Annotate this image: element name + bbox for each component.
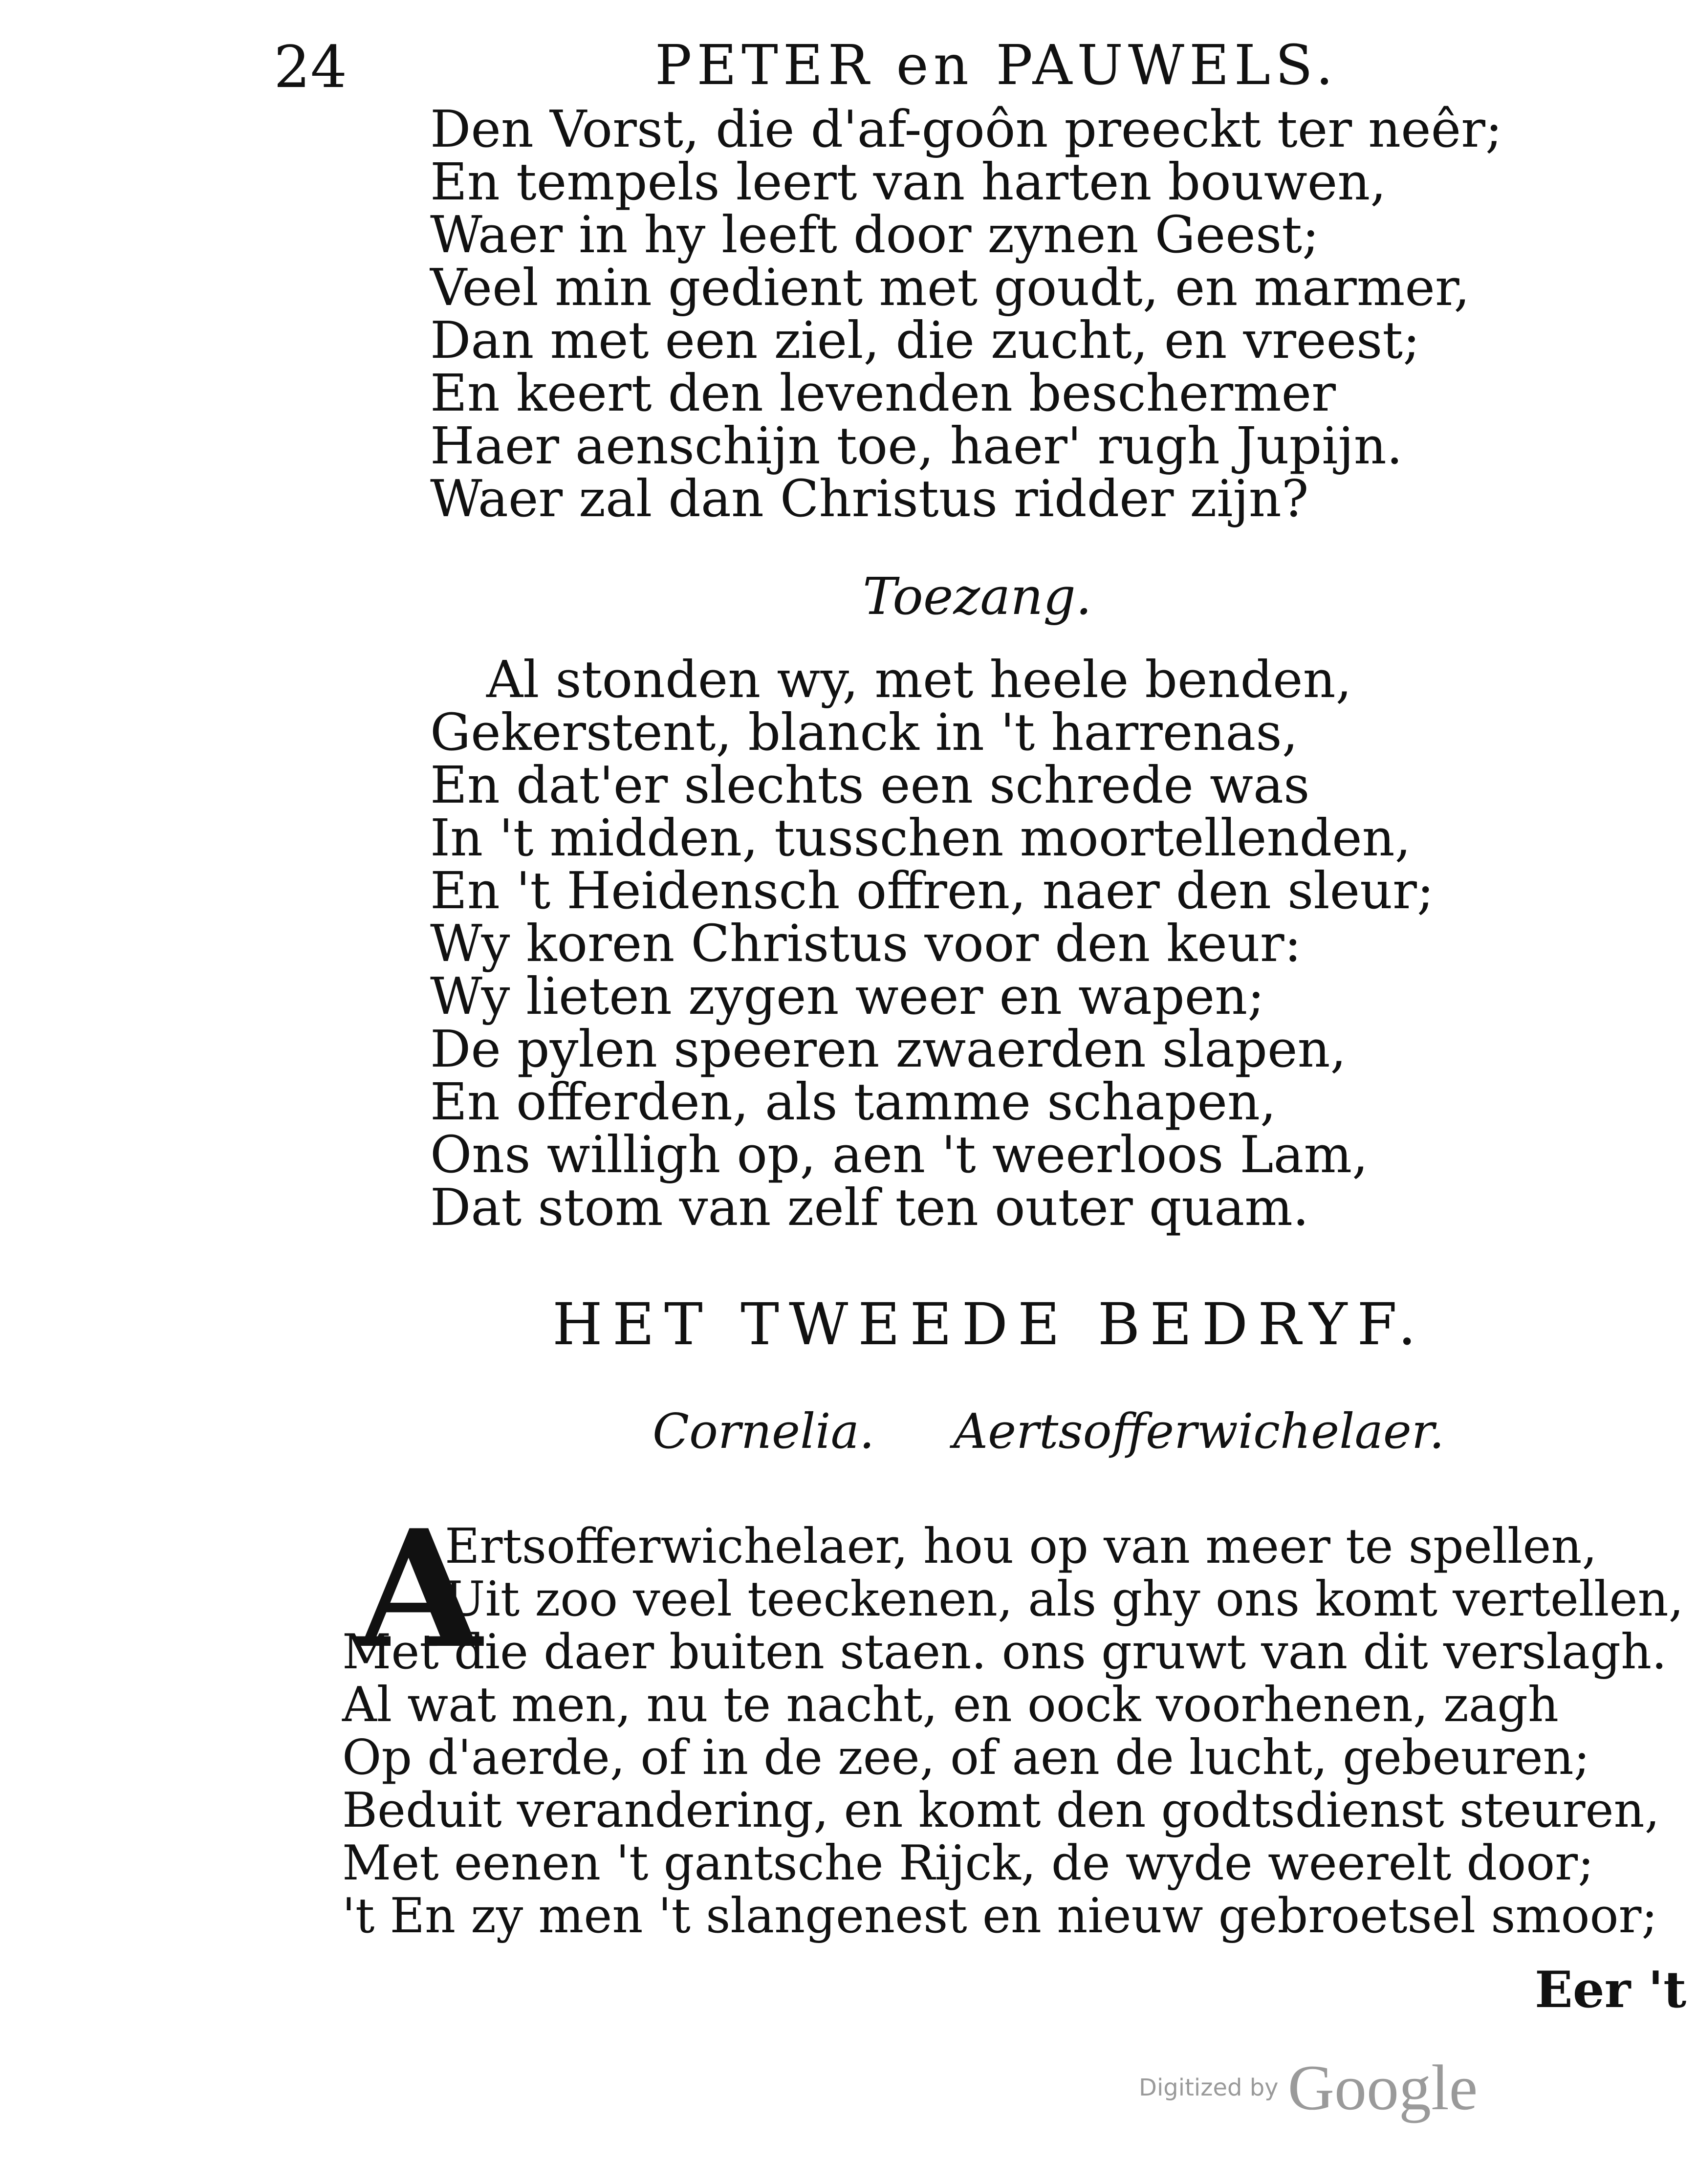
verse-line: En tempels leert van harten bouwen, — [430, 152, 1387, 212]
speech-line: Uit zoo veel teeckenen, als ghy ons komt vertellen, — [445, 1572, 1684, 1627]
verse-line: Waer zal dan Christus ridder zijn? — [430, 469, 1309, 528]
verse-line: Veel min gedient met goudt, en marmer, — [430, 258, 1470, 317]
chorus-line: Wy lieten zygen weer en wapen; — [430, 966, 1265, 1026]
speech-block — [342, 1494, 1684, 1944]
google-logo: Google — [1287, 2052, 1478, 2123]
verse-line: Haer aenschijn toe, haer' rugh Jupijn. — [430, 416, 1403, 476]
speech-line: Ertsofferwichelaer, hou op van meer te spellen, — [445, 1519, 1597, 1574]
catchword: Eer 't — [1535, 1961, 1687, 2019]
verse-before-chorus — [430, 99, 1502, 528]
drop-cap: A — [357, 1494, 482, 1684]
footer-prefix: Digitized by — [1139, 2074, 1279, 2101]
chorus-line: In 't midden, tusschen moortellenden, — [430, 808, 1411, 868]
speech-line: Op d'aerde, of in de zee, of aen de lucht, gebeuren; — [342, 1730, 1590, 1786]
chorus-line: En dat'er slechts een schrede was — [430, 755, 1310, 815]
chorus-line: Al stonden wy, met heele benden, — [486, 650, 1352, 709]
verse-line: Dan met een ziel, die zucht, en vreest; — [430, 310, 1420, 370]
speech-line: Al wat men, nu te nacht, en oock voorhenen, zagh — [342, 1677, 1559, 1733]
digitization-footer — [1139, 2052, 1478, 2123]
speech-line: Met die daer buiten staen. ons gruwt van dit verslagh. — [342, 1624, 1667, 1680]
speaker-list — [653, 1404, 1445, 1460]
chorus-line: Dat stom van zelf ten outer quam. — [430, 1178, 1309, 1237]
chorus-line: En offerden, als tamme schapen, — [430, 1072, 1277, 1132]
chorus-title: Toezang. — [863, 567, 1092, 626]
speech-line: Beduit verandering, en komt den godtsdienst steuren, — [342, 1783, 1660, 1838]
chorus-line: Gekerstent, blanck in 't harrenas, — [430, 702, 1298, 762]
verse-line: Den Vorst, die d'af-goôn preeckt ter neêr; — [430, 99, 1502, 159]
chorus-line: Ons willigh op, aen 't weerloos Lam, — [430, 1125, 1369, 1184]
chorus-verse — [430, 650, 1434, 1237]
speaker-name: Cornelia. — [653, 1404, 875, 1460]
running-title: PETER en PAUWELS. — [655, 34, 1338, 97]
chorus-line: En 't Heidensch offren, naer den sleur; — [430, 861, 1434, 920]
speech-line: Met eenen 't gantsche Rijck, de wyde weerelt door; — [342, 1835, 1594, 1891]
speaker-name: Aertsofferwichelaer. — [953, 1404, 1445, 1460]
verse-line: Waer in hy leeft door zynen Geest; — [430, 205, 1320, 264]
page-number: 24 — [274, 33, 348, 101]
chorus-line: Wy koren Christus voor den keur: — [430, 914, 1302, 973]
chorus-line: De pylen speeren zwaerden slapen, — [430, 1019, 1347, 1079]
act-heading: HET TWEEDE BEDRYF. — [552, 1290, 1426, 1358]
verse-line: En keert den levenden beschermer — [430, 363, 1336, 423]
speech-line: 't En zy men 't slangenest en nieuw gebroetsel smoor; — [342, 1888, 1658, 1944]
